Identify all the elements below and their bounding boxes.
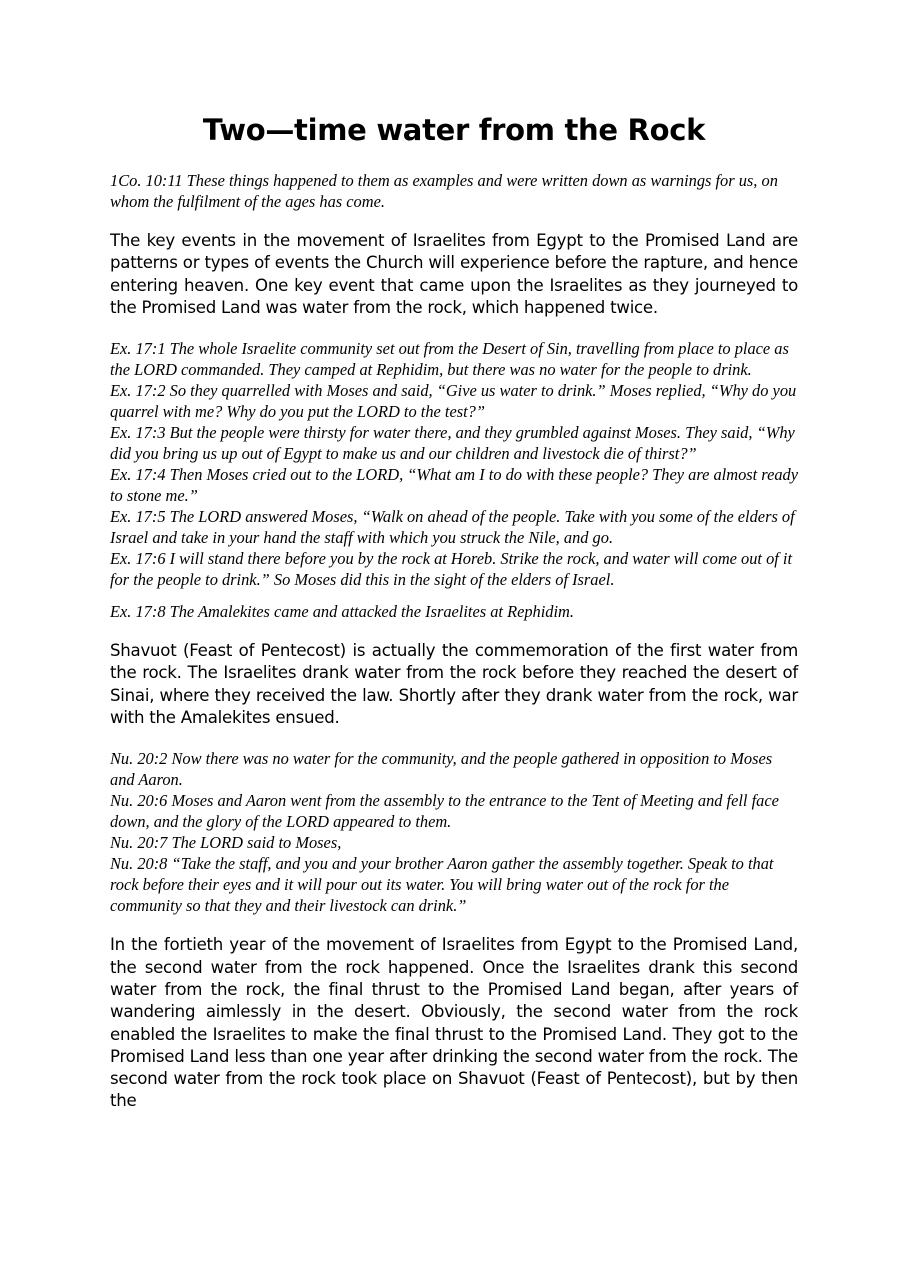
spacer: [110, 212, 798, 230]
verse-ex-17-5: Ex. 17:5 The LORD answered Moses, “Walk on ahead of the people. Take with you some of the elders of Israel and take in your hand the staff with which you struck the Nile, and go.: [110, 507, 795, 548]
spacer: [110, 590, 798, 601]
verse-ex-17-6: Ex. 17:6 I will stand there before you by the rock at Horeb. Strike the rock, and water will come out of it for the people to drink.” So Moses did this in the sight of the elders of Israel.: [110, 549, 793, 590]
verse-ex-17-3: Ex. 17:3 But the people were thirsty for water there, and they grumbled against Moses. They said, “Why did you bring us up out of Egypt to make us and our children and livestock die of thirst?”: [110, 423, 795, 464]
fortieth-year-paragraph: In the fortieth year of the movement of Israelites from Egypt to the Promised Land, the second water from the rock happened. Once the Israelites drank this second water from the rock, the final thrust to the Promised Land began, after years of wandering aimlessly in the desert. Obviously, the second water from the rock enabled the Israelites to make the final thrust to the Promised Land. They got to the Promised Land less than one year after drinking the second water from the rock. The second water from the rock took place on Shavuot (Feast of Pentecost), but by then the: [110, 935, 798, 1111]
spacer: [110, 916, 798, 934]
numbers-verses-block: [110, 748, 798, 916]
verse-ex-17-8: Ex. 17:8 The Amalekites came and attacked the Israelites at Rephidim.: [110, 602, 574, 622]
exodus-verses-block: [110, 338, 798, 590]
intro-paragraph: The key events in the movement of Israelites from Egypt to the Promised Land are patterns or types of events the Church will experience before the rapture, and hence entering heaven. One key event that came upon the Israelites as they journeyed to the Promised Land was water from the rock, which happened twice.: [110, 231, 798, 317]
spacer: [110, 729, 798, 748]
verse-ex-17-2: Ex. 17:2 So they quarrelled with Moses and said, “Give us water to drink.” Moses replied, “Why do you quarrel with me? Why do you put the LORD to the test?”: [110, 381, 797, 422]
verse-nu-20-2: Nu. 20:2 Now there was no water for the community, and the people gathered in opposition to Moses and Aaron.: [110, 749, 773, 790]
shavuot-paragraph: Shavuot (Feast of Pentecost) is actually the commemoration of the first water from the rock. The Israelites drank water from the rock before they reached the desert of Sinai, where they received the law. Shortly after they drank water from the rock, war with the Amalekites ensued.: [110, 641, 798, 728]
verse-ex-17-4: Ex. 17:4 Then Moses cried out to the LORD, “What am I to do with these people? They are almost ready to stone me.”: [110, 465, 799, 506]
verse-nu-20-8: Nu. 20:8 “Take the staff, and you and your brother Aaron gather the assembly together. Speak to that rock before their eyes and it will pour out its water. You will bring water out of the rock for the community so that they and their livestock can drink.”: [110, 854, 774, 916]
spacer: [110, 319, 798, 338]
verse-nu-20-6: Nu. 20:6 Moses and Aaron went from the assembly to the entrance to the Tent of Meeting and fell face down, and the glory of the LORD appeared to them.: [110, 791, 779, 832]
page-title: Two—time water from the Rock: [202, 113, 706, 147]
verse-ex-17-1: Ex. 17:1 The whole Israelite community set out from the Desert of Sin, travelling from place to place as the LORD commanded. They camped at Rephidim, but there was no water for the people to drink.: [110, 339, 789, 380]
verse-nu-20-7: Nu. 20:7 The LORD said to Moses,: [110, 833, 342, 853]
epigraph-verse: 1Co. 10:11 These things happened to them as examples and were written down as warnings for us, on whom the fulfilment of the ages has come.: [110, 171, 778, 211]
spacer: [110, 622, 798, 640]
document-page: [110, 110, 798, 1113]
